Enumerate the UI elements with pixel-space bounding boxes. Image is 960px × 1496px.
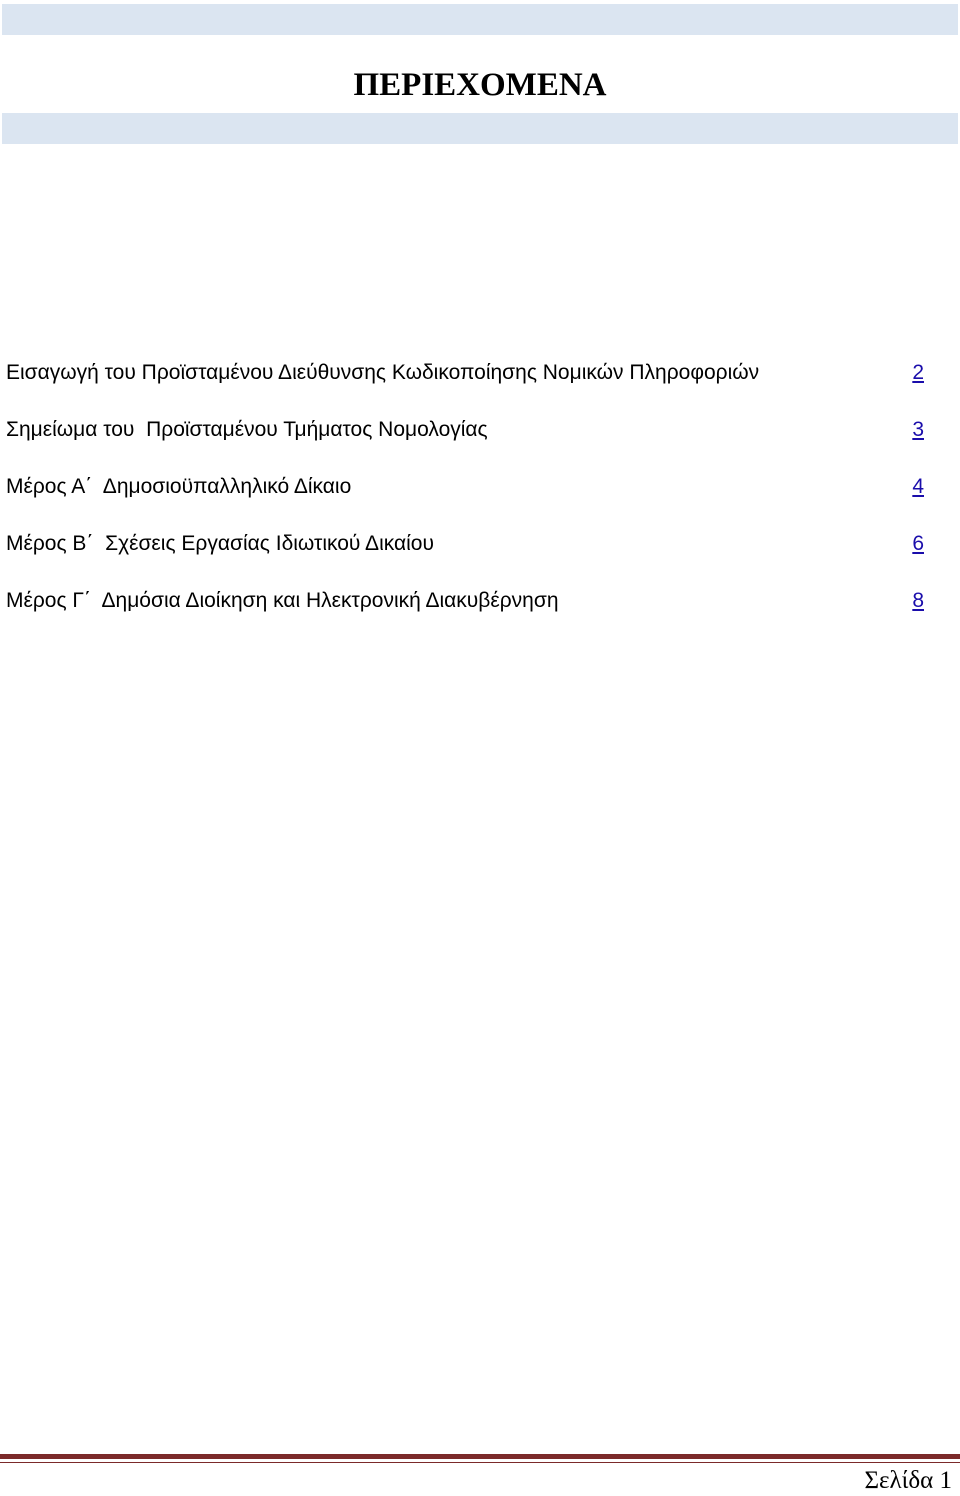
toc-entry	[0, 470, 960, 527]
toc-page-link[interactable]: 3	[912, 418, 924, 441]
toc-page-link[interactable]: 2	[912, 361, 924, 384]
footer-divider-thin	[0, 1462, 960, 1463]
toc-page-link[interactable]: 4	[912, 475, 924, 498]
header-band-top	[2, 4, 958, 35]
toc-entry-title: Εισαγωγή του Προϊσταμένου Διεύθυνσης Κωδικοποίησης Νομικών Πληροφοριών	[6, 361, 760, 384]
page-title: ΠΕΡΙΕΧΟΜΕΝΑ	[353, 67, 607, 103]
table-of-contents	[0, 356, 960, 641]
toc-page-link[interactable]: 8	[912, 589, 924, 612]
toc-entry-title: Μέρος Γ΄ Δημόσια Διοίκηση και Ηλεκτρονική Διακυβέρνηση	[6, 589, 559, 612]
footer-divider-thick	[0, 1454, 960, 1459]
toc-entry-title: Μέρος Α΄ Δημοσιοϋπαλληλικό Δίκαιο	[6, 475, 352, 498]
toc-entry-title: Σημείωμα του Προϊσταμένου Τμήματος Νομολογίας	[6, 418, 488, 441]
toc-entry-title: Μέρος Β΄ Σχέσεις Εργασίας Ιδιωτικού Δικαίου	[6, 532, 434, 555]
toc-entry	[0, 413, 960, 470]
page-number-label: Σελίδα 1	[864, 1467, 952, 1494]
toc-entry	[0, 584, 960, 641]
toc-entry	[0, 527, 960, 584]
header-band-bottom	[2, 113, 958, 144]
toc-entry	[0, 356, 960, 413]
toc-page-link[interactable]: 6	[912, 532, 924, 555]
